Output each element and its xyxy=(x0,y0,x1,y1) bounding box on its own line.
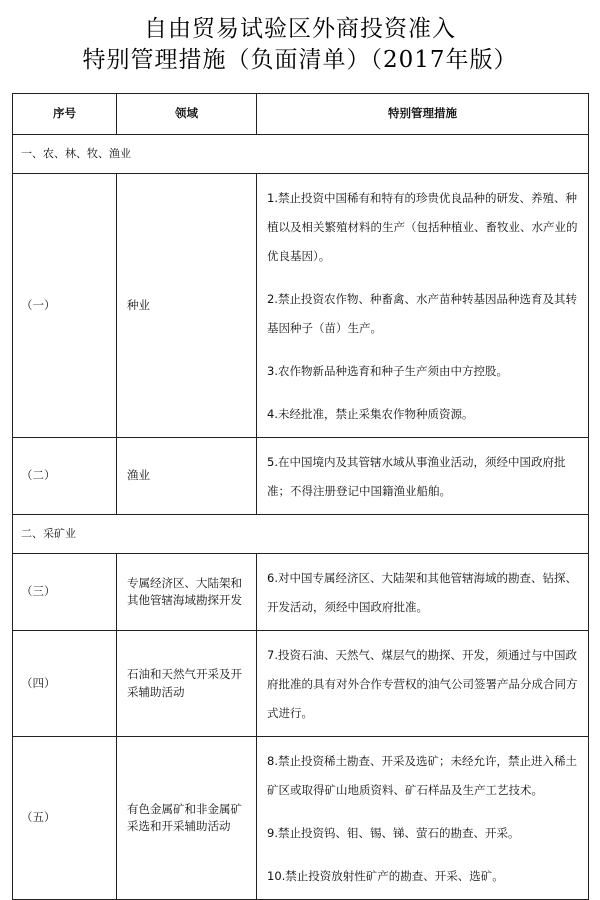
table-row xyxy=(13,174,589,438)
table-row xyxy=(13,631,589,737)
row-field: 有色金属矿和非金属矿采选和开采辅助活动 xyxy=(117,737,257,900)
row-field: 专属经济区、大陆架和其他管辖海域勘探开发 xyxy=(117,554,257,631)
row-measures xyxy=(257,438,589,515)
row-number: （一） xyxy=(13,174,117,438)
table-row xyxy=(13,737,589,900)
negative-list-table xyxy=(12,93,589,900)
row-number: （二） xyxy=(13,438,117,515)
header-measures: 特别管理措施 xyxy=(257,94,589,135)
measure-item: 3.农作物新品种选育和种子生产须由中方控股。 xyxy=(267,364,508,378)
measure-item: 5.在中国境内及其管辖水域从事渔业活动，须经中国政府批准；不得注册登记中国籍渔业船舶。 xyxy=(267,455,566,498)
measure-item: 10.禁止投资放射性矿产的勘查、开采、选矿。 xyxy=(267,869,504,883)
row-number: （五） xyxy=(13,737,117,900)
document-title-line2: 特别管理措施（负面清单）（2017年版） xyxy=(82,47,518,73)
section-heading: 二、采矿业 xyxy=(13,515,589,554)
row-measures xyxy=(257,174,589,438)
header-field: 领域 xyxy=(117,94,257,135)
row-field: 种业 xyxy=(117,174,257,438)
row-measures xyxy=(257,631,589,737)
row-field: 石油和天然气开采及开采辅助活动 xyxy=(117,631,257,737)
row-measures xyxy=(257,554,589,631)
row-number: （三） xyxy=(13,554,117,631)
row-field: 渔业 xyxy=(117,438,257,515)
section-row xyxy=(13,515,589,554)
measure-item: 8.禁止投资稀土勘查、开采及选矿；未经允许，禁止进入稀土矿区或取得矿山地质资料、矿石样品及生产工艺技术。 xyxy=(267,754,577,797)
section-heading: 一、农、林、牧、渔业 xyxy=(13,135,589,174)
measure-item: 4.未经批准，禁止采集农作物种质资源。 xyxy=(267,407,474,421)
measure-item: 6.对中国专属经济区、大陆架和其他管辖海域的勘查、钻探、开发活动，须经中国政府批准。 xyxy=(267,571,577,614)
measure-item: 2.禁止投资农作物、种畜禽、水产苗种转基因品种选育及其转基因种子（苗）生产。 xyxy=(267,292,577,335)
table-row xyxy=(13,438,589,515)
row-number: （四） xyxy=(13,631,117,737)
measure-item: 7.投资石油、天然气、煤层气的勘探、开发，须通过与中国政府批准的具有对外合作专营权的油气公司签署产品分成合同方式进行。 xyxy=(267,648,578,720)
table-row xyxy=(13,554,589,631)
measure-item: 1.禁止投资中国稀有和特有的珍贵优良品种的研发、养殖、种植以及相关繁殖材料的生产（包括种植业、畜牧业、水产业的优良基因）。 xyxy=(267,191,578,263)
section-row xyxy=(13,135,589,174)
table-header-row xyxy=(13,94,589,135)
document-title-line1: 自由贸易试验区外商投资准入 xyxy=(144,16,456,42)
row-measures xyxy=(257,737,589,900)
measure-item: 9.禁止投资钨、钼、锡、锑、萤石的勘查、开采。 xyxy=(267,826,520,840)
header-no: 序号 xyxy=(13,94,117,135)
